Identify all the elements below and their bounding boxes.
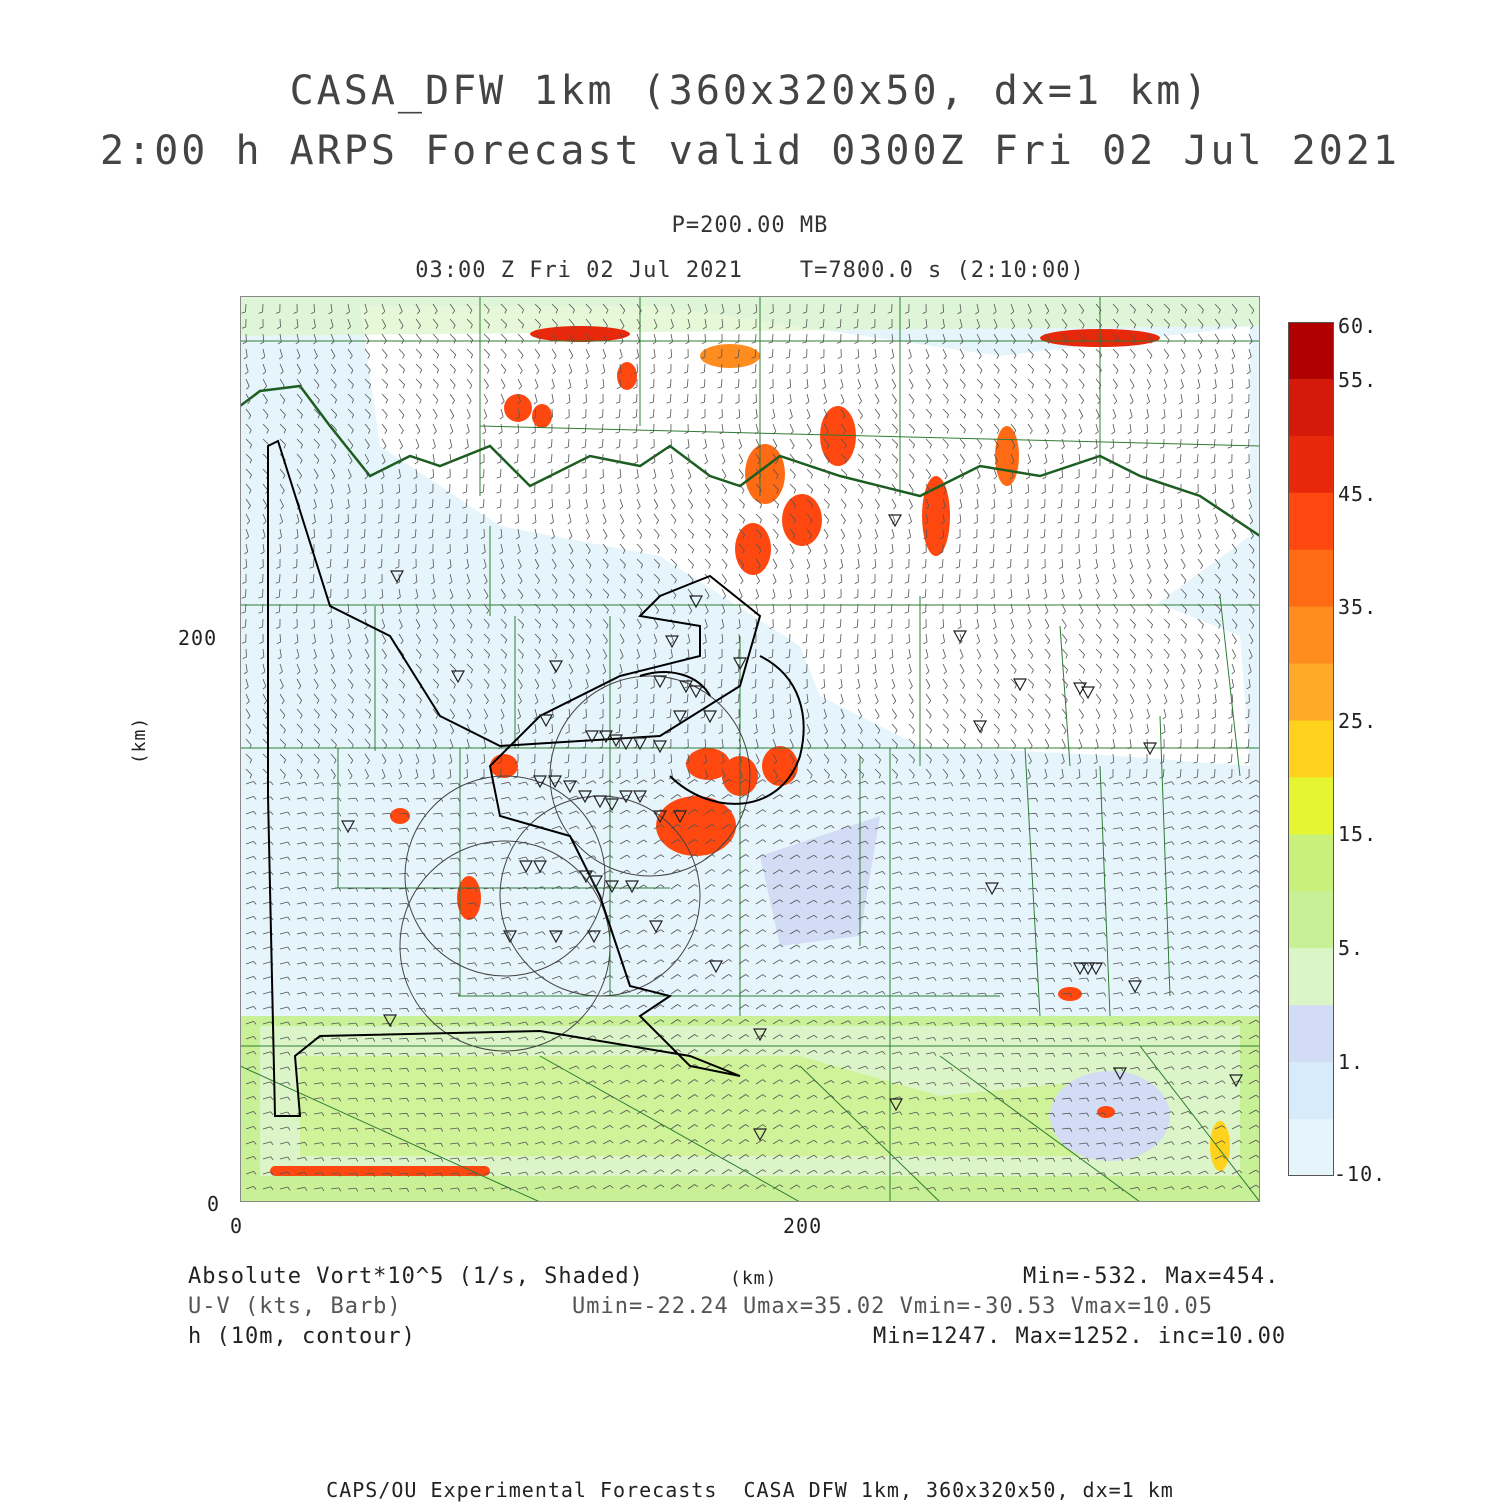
x-axis-label: (km) <box>730 1268 777 1289</box>
colorbar-block <box>1288 777 1334 834</box>
colorbar-label-45: 45. <box>1338 482 1377 506</box>
colorbar-block <box>1288 607 1334 664</box>
colorbar-block <box>1288 1119 1334 1176</box>
pressure-level-label: P=200.00 MB <box>0 213 1500 238</box>
colorbar-block <box>1288 493 1334 550</box>
y-tick-200: 200 <box>178 626 217 650</box>
colorbar-block <box>1288 834 1334 891</box>
legend-field1-stats: Min=-532. Max=454. <box>1023 1264 1279 1289</box>
colorbar <box>1288 322 1334 1176</box>
colorbar-block <box>1288 948 1334 1005</box>
valid-time-label: 03:00 Z Fri 02 Jul 2021 T=7800.0 s (2:10:00) <box>0 258 1500 283</box>
legend-field3-stats: Min=1247. Max=1252. inc=10.00 <box>873 1324 1286 1349</box>
y-tick-0: 0 <box>207 1192 220 1216</box>
colorbar-label-25: 25. <box>1338 709 1377 733</box>
colorbar-block <box>1288 664 1334 721</box>
legend-field2-stats: Umin=-22.24 Umax=35.02 Vmin=-30.53 Vmax=10.05 <box>572 1294 1213 1319</box>
x-tick-0: 0 <box>230 1214 243 1238</box>
colorbar-block <box>1288 1005 1334 1062</box>
colorbar-block <box>1288 436 1334 493</box>
credit-line: CAPS/OU Experimental Forecasts CASA DFW 1km, 360x320x50, dx=1 km <box>0 1478 1500 1502</box>
colorbar-block <box>1288 550 1334 607</box>
colorbar-block <box>1288 721 1334 778</box>
colorbar-block <box>1288 891 1334 948</box>
colorbar-block <box>1288 379 1334 436</box>
legend-field1: Absolute Vort*10^5 (1/s, Shaded) <box>188 1264 644 1289</box>
colorbar-block <box>1288 1062 1334 1119</box>
colorbar-label-5: 5. <box>1338 936 1364 960</box>
colorbar-label-minus10: -10. <box>1334 1162 1386 1186</box>
colorbar-label-55: 55. <box>1338 368 1377 392</box>
forecast-map <box>240 296 1260 1202</box>
colorbar-label-1: 1. <box>1338 1050 1364 1074</box>
plot-title-line2: 2:00 h ARPS Forecast valid 0300Z Fri 02 Jul 2021 <box>0 128 1500 174</box>
legend-field3: h (10m, contour) <box>188 1324 416 1349</box>
x-tick-200: 200 <box>783 1214 822 1238</box>
colorbar-label-35: 35. <box>1338 595 1377 619</box>
colorbar-label-15: 15. <box>1338 822 1377 846</box>
plot-title-line1: CASA_DFW 1km (360x320x50, dx=1 km) <box>0 68 1500 114</box>
colorbar-label-60: 60. <box>1338 314 1377 338</box>
legend-field2: U-V (kts, Barb) <box>188 1294 402 1319</box>
y-axis-label: (km) <box>129 717 150 764</box>
colorbar-block <box>1288 322 1334 379</box>
